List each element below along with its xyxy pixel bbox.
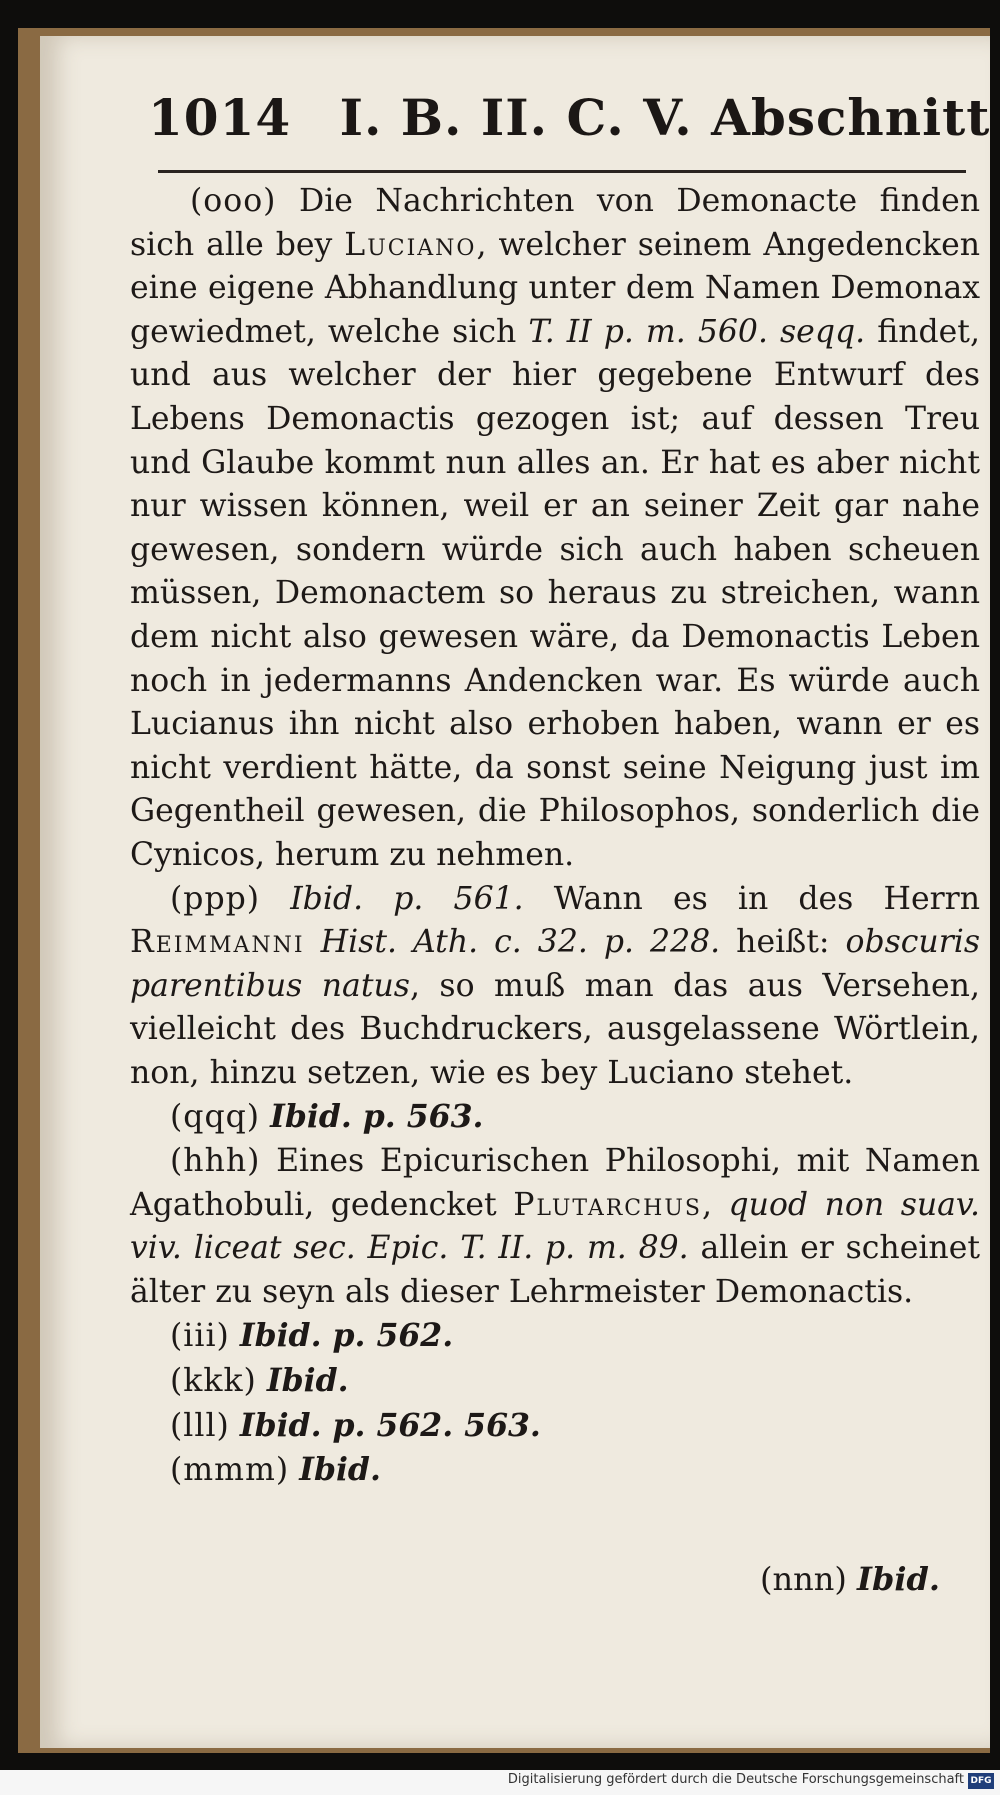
footnote-text: , so muß man das aus Versehen, vielleicht des Buchdruckers, ausgelassene Wörtlein, non, hinzu setzen, wie es bey Luciano stehet.: [130, 967, 980, 1091]
footnote-text: allein er scheinet älter zu seyn als dieser Lehrmeister Demonactis.: [130, 1230, 980, 1310]
footnote-ooo: [130, 180, 980, 878]
funding-credit: Digitalisierung gefördert durch die Deutsche Forschungsgemeinschaft: [507, 1772, 964, 1787]
citation: Ibid. p. 563.: [270, 1098, 484, 1136]
author-name: Plutarchus: [513, 1186, 702, 1223]
footnote-hhh: (hhh) Eines Epicurischen Philosophi, mit Namen Agathobuli, gedencket Plutarchus, quod non suav. viv. liceat sec. Epic. T. II. p. m. 89. allein er scheinet älter zu seyn als dieser Lehrmeister Demonactis.: [130, 1143, 981, 1310]
author-name: Luciano: [344, 226, 477, 263]
list-item: [130, 1314, 980, 1359]
dfg-logo-icon: DFG: [968, 1773, 994, 1789]
list-item: [130, 1404, 980, 1449]
latin-quote: obscuris parentibus natus: [130, 924, 981, 1004]
footnote-marker: (kkk): [170, 1363, 257, 1400]
list-item: [130, 1359, 980, 1404]
citation: Ibid.: [266, 1362, 349, 1400]
page-number: 1014: [148, 88, 292, 147]
footnote-marker: (qqq): [170, 1099, 261, 1136]
footnote-marker: (hhh): [170, 1143, 261, 1180]
citation: Hist. Ath. c. 32. p. 228.: [320, 924, 721, 961]
short-references: [130, 1314, 980, 1492]
citation: Ibid.: [856, 1560, 940, 1598]
header-rule: [158, 170, 966, 173]
citation: Ibid. p. 562.: [239, 1317, 454, 1355]
footnote-marker: (mmm): [170, 1452, 290, 1489]
citation: Ibid. p. 561.: [290, 880, 524, 917]
footnote-nnn: [760, 1560, 940, 1598]
citation: T. II p. m. 560. seqq.: [528, 313, 866, 350]
footnote-ppp: [130, 878, 980, 1096]
section-title: I. B. II. C. V. Abschnitt: [339, 88, 991, 147]
list-item: [130, 1448, 980, 1493]
footnote-marker: (lll): [170, 1407, 230, 1444]
footnote-text: Eines Epicurischen Philosophi, mit Namen Agathobuli, gedencket: [130, 1143, 980, 1223]
footnote-text: findet, und aus welcher der hier gegebene Entwurf des Lebens Demonactis gezogen ist; auf dessen Treu und Glaube kommt nun alles an. Er hat es aber nicht nur wissen können, weil er an seiner Zeit gar nahe gewesen, sondern würde sich auch haben scheuen müssen, Demonactem so heraus zu streichen, wann dem nicht also gewesen wäre, da Demonactis Leben noch in jedermanns Andencken war. Es würde auch Lucianus ihn nicht also erhoben haben, wann er es nicht verdient hätte, da sonst seine Neigung just im Gegentheil gewesen, die Philosophos, sonderlich die Cynicos, herum zu nehmen.: [130, 313, 980, 873]
footnote-marker: (nnn): [760, 1560, 847, 1598]
running-header: [148, 88, 991, 147]
footnote-text: Wann es in des Herrn: [523, 880, 981, 917]
footnote-text: heißt:: [720, 924, 846, 961]
footnotes-block: [130, 180, 980, 1493]
footnote-marker: (ooo): [190, 183, 277, 219]
citation: Ibid. p. 562. 563.: [239, 1406, 541, 1444]
footnote-qqq: [130, 1095, 980, 1140]
citation: Ibid.: [299, 1451, 381, 1489]
footnote-text: , welcher seinem Angedencken eine eigene Abhandlung unter dem Namen Demonax gewiedmet, welche sich: [130, 226, 980, 350]
footnote-marker: (iii): [170, 1318, 230, 1355]
citation: quod non suav. viv. liceat sec. Epic. T. II. p. m. 89.: [130, 1186, 981, 1267]
footnote-marker: (ppp): [170, 880, 261, 917]
footnote-text: Die Nachrichten von Demonacte finden sich alle bey: [130, 183, 980, 263]
author-name: Reimmanni: [130, 924, 305, 961]
